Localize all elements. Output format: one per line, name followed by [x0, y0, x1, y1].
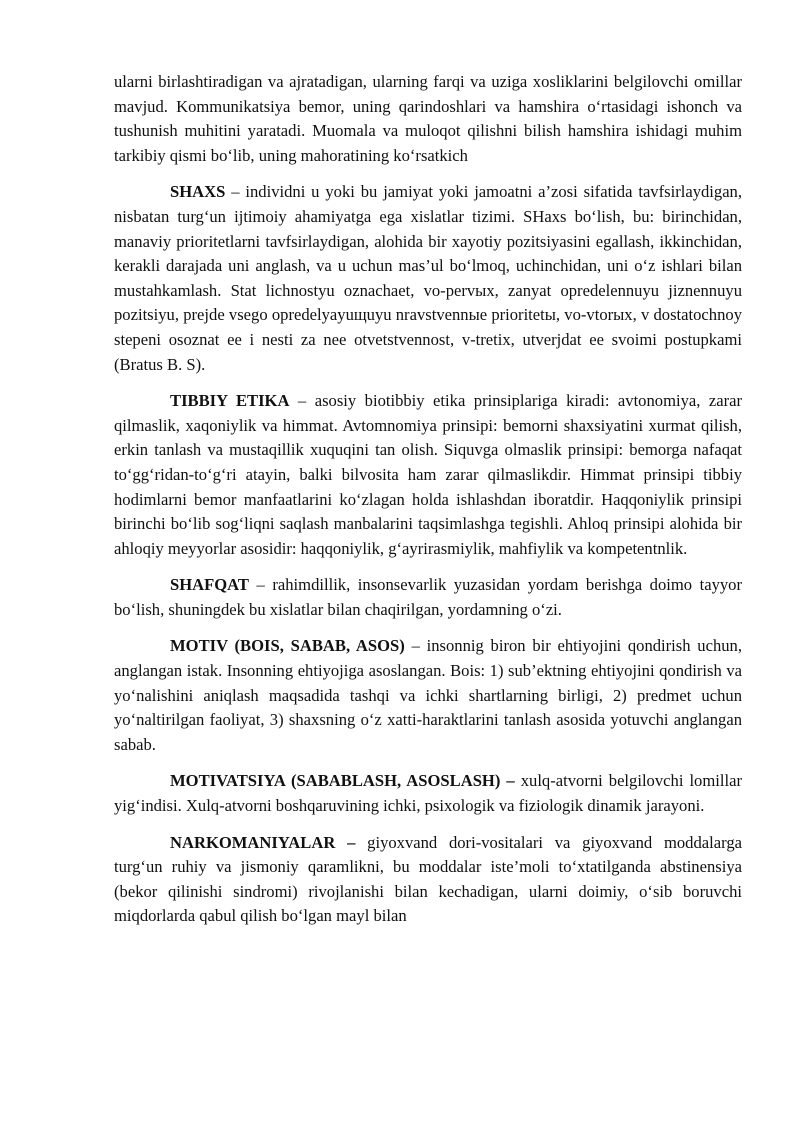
term-separator: – — [248, 575, 273, 595]
term-separator — [355, 833, 367, 852]
paragraph-motiv — [114, 634, 742, 757]
paragraph-motivatsiya — [114, 769, 742, 818]
term-heading: TIBBIY ETIKA — [170, 391, 290, 411]
paragraph-shafqat — [114, 573, 742, 622]
document-page — [114, 70, 742, 941]
term-heading: SHAFQAT — [170, 575, 249, 595]
term-separator: – — [289, 391, 315, 411]
paragraph-text: insonnig biron bir ehtiyojini qondirish uchun, anglangan istak. Insonning ehtiyojiga asoslangan. Bois: 1) sub’ektning ehtiyojini qondirish va yo‘nalishini aniqlash maqsadida tashqi va ichki shartlarning birligi, 2) predmet uchun yo‘naltirilgan faoliyat, 3) shaxsning o‘z xatti-haraktlarini tanlash asosida yotuvchi anglangan sabab. — [114, 636, 743, 754]
term-separator: – — [225, 182, 246, 202]
paragraph-text: individni u yoki bu jamiyat yoki jamoatni a’zosi sifatida tavfsirlaydigan, nisbatan turg‘un ijtimoiy ahamiyatga ega xislatlar tizimi. SHaxs bo‘lish, bu: birinchidan, manaviy prioritetlarni tavfsirlaydigan, alohida bir xayotiy pozitsiyasini egallash, ikkinchidan, kerakli darajada uni anglash, va u uchun mas’ul bo‘lmoq, uchinchidan, uni o‘z ishlari bilan mustahkamlash. Stat lichnostyu oznachaet, vo-рervых, zanyat opredelennuyu jiznennuyu pozitsiyu, prejde vsego opredelyayuщuyu nravstvennыe prioritetы, vo-vtorых, v dostatochnoy stepeni osoznat ee i nesti za nee otvetstvennost, v-tretix, utverjdat ee svoimi postupkami (Bratus B. S). — [114, 182, 743, 374]
paragraph-narkomaniyalar — [114, 831, 742, 929]
term-heading: NARKOMANIYALAR – — [170, 832, 356, 852]
term-heading: MOTIVATSIYA (SABABLASH, ASOSLASH) – — [170, 771, 515, 791]
term-separator: – — [404, 636, 427, 656]
paragraph-communication — [114, 70, 742, 168]
paragraph-text: giyoxvand dori-vositalari va giyoxvand moddalarga turg‘un ruhiy va jismoniy qaramlikni, bu moddalar iste’moli to‘xtatilganda abstinensiya (bekor qilinishi sindromi) rivojlanishi bilan kechadigan, ularni doimiy, o‘sib boruvchi miqdorlarda qabul qilish bo‘lgan mayl bilan — [114, 832, 742, 926]
term-heading: SHAXS — [170, 182, 226, 202]
paragraph-shaxs — [114, 180, 742, 377]
paragraph-text: rahimdillik, insonsevarlik yuzasidan yordam berishga doimo tayyor bo‘lish, shuningdek bu xislatlar bilan chaqirilgan, yordamning o‘zi. — [114, 575, 742, 619]
term-heading: MOTIV (BOIS, SABAB, ASOS) — [170, 636, 405, 656]
paragraph-text: asosiy biotibbiy etika prinsiplariga kiradi: avtonomiya, zarar qilmaslik, xaqoniylik va himmat. Avtomnomiya prinsipi: bemorni shaxsiyatini xurmat qilish, erkin tanlash va mustaqillik xuquqini tan olish. Siquvga olmaslik prinsipi: bemorga nafaqat to‘gg‘ridan-to‘g‘ri atayin, balki bilvosita ham zarar qilmaslikdir. Himmat prinsipi tibbiy hodimlarni bemor manfaatlarini ko‘zlagan holda ishlashdan iboratdir. Haqqoniylik prinsipi birinchi bo‘lib sog‘liqni saqlash manbalarini taqsimlashga tegishli. Ahloq prinsipi alohida bir ahloqiy meyyorlar asosidir: haqqoniylik, g‘ayrirasmiylik, mahfiylik va kompetentnlik. — [114, 391, 743, 558]
paragraph-tibbiy-etika — [114, 389, 742, 561]
paragraph-text: xulq-atvorni belgilovchi lomillar yig‘indisi. Xulq-atvorni boshqaruvining ichki, psixologik va fiziologik dinamik jarayoni. — [114, 771, 742, 816]
paragraph-text: ularni birlashtiradigan va ajratadigan, ularning farqi va uziga xosliklarini belgilovchi omillar mavjud. Kommunikatsiya bemor, uning qarindoshlari va hamshira o‘rtasidagi ishonch va tushunish muhitini yaratadi. Muomala va muloqot qilishni bilish hamshira ishidagi muhim tarkibiy qismi bo‘lib, uning mahoratining ko‘rsatkich — [114, 72, 742, 165]
